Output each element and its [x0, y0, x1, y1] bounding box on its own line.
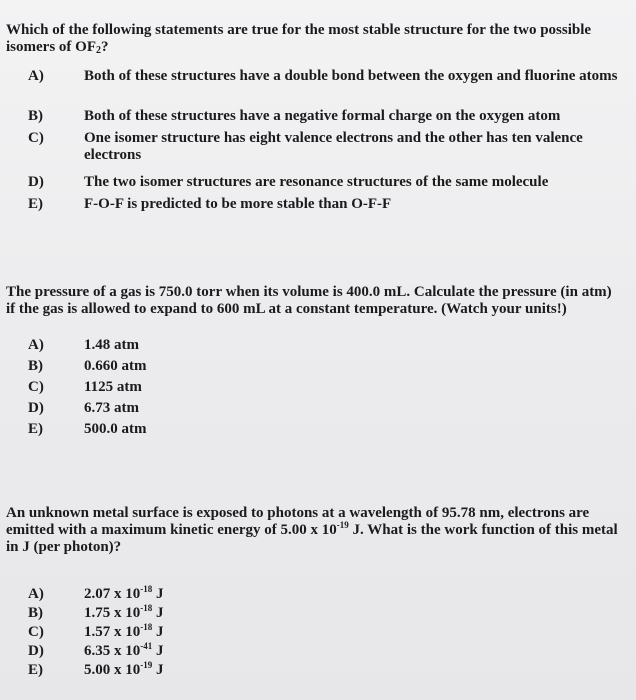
q2-choice-a-text: 1.48 atm	[84, 337, 139, 353]
q3-choice-c-base: 1.57 x 10	[84, 624, 141, 640]
question-1-choices	[0, 68, 636, 218]
question-1-stem-end: ?	[100, 39, 109, 55]
q2-choice-b-text: 0.660 atm	[84, 358, 147, 374]
q3-choice-d[interactable]	[28, 643, 636, 662]
question-2-stem	[0, 284, 636, 318]
q3-choice-b-base: 1.75 x 10	[84, 605, 141, 621]
q1-choice-d-text: The two isomer structures are resonance structures of the same molecule	[84, 174, 549, 190]
q1-choice-b-letter: B)	[28, 108, 43, 124]
question-3-stem-exponent: -19	[336, 520, 349, 530]
q2-choice-d[interactable]	[28, 400, 636, 421]
q3-choice-c-unit: J	[152, 624, 164, 640]
q3-choice-b-letter: B)	[28, 605, 43, 621]
q1-choice-d-letter: D)	[28, 174, 44, 190]
q2-choice-a-letter: A)	[28, 337, 44, 353]
q2-choice-c-letter: C)	[28, 379, 44, 395]
q3-choice-a[interactable]	[28, 586, 636, 605]
q1-choice-b[interactable]	[28, 108, 636, 130]
question-2-stem-text: The pressure of a gas is 750.0 torr when its volume is 400.0 mL. Calculate the pressure (in atm) if the gas is allowed to expand to 600 mL at a constant temperature. (Watch your units!)	[6, 284, 612, 317]
q2-choice-b-letter: B)	[28, 358, 43, 374]
q3-choice-b-unit: J	[152, 605, 164, 621]
q3-choice-e-base: 5.00 x 10	[84, 662, 141, 678]
q1-choice-d[interactable]	[28, 174, 636, 196]
question-3-choices	[0, 586, 636, 681]
q2-choice-e-letter: E)	[28, 421, 43, 437]
q1-choice-a[interactable]	[28, 68, 636, 108]
q3-choice-e-letter: E)	[28, 662, 43, 678]
q1-choice-a-text: Both of these structures have a double bond between the oxygen and fluorine atoms	[84, 68, 618, 84]
q3-choice-d-unit: J	[152, 643, 164, 659]
q1-choice-e[interactable]	[28, 196, 636, 218]
q3-choice-b[interactable]	[28, 605, 636, 624]
q3-choice-c[interactable]	[28, 624, 636, 643]
q2-choice-e-text: 500.0 atm	[84, 421, 147, 437]
q3-choice-e-unit: J	[152, 662, 164, 678]
question-1-stem-text: Which of the following statements are true for the most stable structure for the two possible isomers of OF	[6, 22, 592, 55]
q1-choice-c-text: One isomer structure has eight valence electrons and the other has ten valence electrons	[84, 130, 583, 163]
q2-choice-b[interactable]	[28, 358, 636, 379]
q1-choice-b-text: Both of these structures have a negative formal charge on the oxygen atom	[84, 108, 561, 124]
question-3-stem-text: An unknown metal surface is exposed to photons at a wavelength of 95.78 nm, electrons are emitted with a maximum kinetic energy of 5.00 x 10	[6, 505, 590, 538]
q3-choice-d-exponent: -41	[140, 641, 153, 651]
question-3-stem-end: J. What is the work function of this metal in J (per photon)?	[6, 522, 618, 555]
q2-choice-a[interactable]	[28, 337, 636, 358]
q3-choice-d-base: 6.35 x 10	[84, 643, 141, 659]
q1-choice-e-letter: E)	[28, 196, 43, 212]
q3-choice-e[interactable]	[28, 662, 636, 681]
q2-choice-d-letter: D)	[28, 400, 44, 416]
question-3	[0, 505, 636, 681]
q3-choice-a-unit: J	[152, 586, 164, 602]
question-1-stem	[0, 22, 636, 56]
q2-choice-e[interactable]	[28, 421, 636, 442]
q2-choice-d-text: 6.73 atm	[84, 400, 139, 416]
q3-choice-a-exponent: -18	[140, 584, 153, 594]
question-1-stem-subscript: 2	[95, 45, 101, 56]
question-2	[0, 284, 636, 442]
q3-choice-a-letter: A)	[28, 586, 44, 602]
q3-choice-e-exponent: -19	[140, 660, 153, 670]
question-3-stem	[0, 505, 636, 556]
q3-choice-a-base: 2.07 x 10	[84, 586, 141, 602]
q3-choice-d-letter: D)	[28, 643, 44, 659]
q3-choice-c-letter: C)	[28, 624, 44, 640]
q1-choice-a-letter: A)	[28, 68, 44, 84]
q3-choice-b-exponent: -18	[140, 603, 153, 613]
q1-choice-c[interactable]	[28, 130, 636, 174]
q3-choice-c-exponent: -18	[140, 622, 153, 632]
question-1	[0, 22, 636, 218]
q1-choice-e-text: F-O-F is predicted to be more stable than O-F-F	[84, 196, 392, 212]
q2-choice-c[interactable]	[28, 379, 636, 400]
q1-choice-c-letter: C)	[28, 130, 44, 146]
question-2-choices	[0, 337, 636, 442]
q2-choice-c-text: 1125 atm	[84, 379, 142, 395]
